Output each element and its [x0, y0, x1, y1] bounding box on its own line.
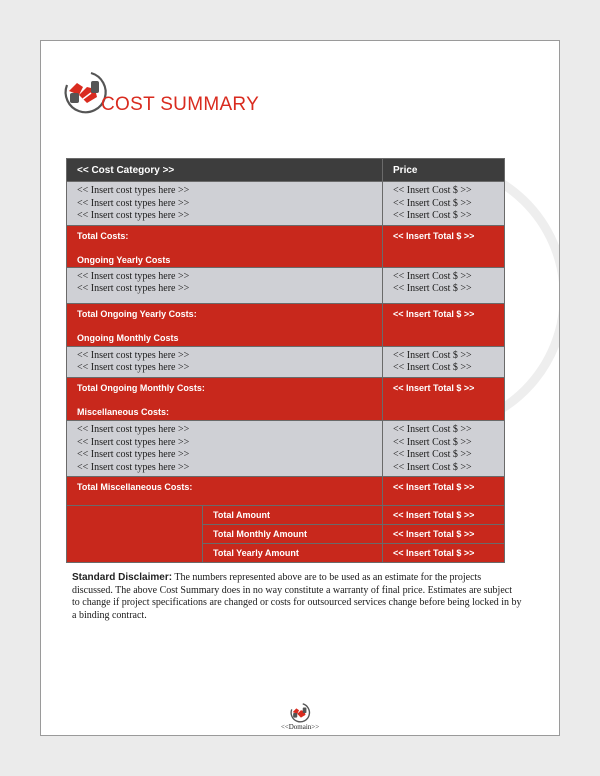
cost-value-line: << Insert Cost $ >> — [393, 449, 472, 461]
total-label-cell — [67, 225, 383, 267]
cost-value-line: << Insert Cost $ >> — [393, 461, 472, 473]
cost-type-line: << Insert cost types here >> — [77, 362, 190, 374]
cost-type-line: << Insert cost types here >> — [77, 197, 190, 209]
cost-values-cell — [383, 420, 505, 476]
total-value-cell — [383, 225, 505, 267]
total-label: Total Ongoing Monthly Costs: — [77, 382, 205, 393]
cost-type-line: << Insert cost types here >> — [77, 461, 190, 473]
total-value-cell — [383, 477, 505, 506]
summary-value: << Insert Total $ >> — [383, 506, 505, 525]
total-label: Total Ongoing Yearly Costs: — [77, 308, 197, 319]
cost-value-line: << Insert Cost $ >> — [393, 185, 472, 196]
total-value: << Insert Total $ >> — [393, 382, 475, 393]
cost-types-cell — [67, 182, 383, 226]
summary-blank-cell — [67, 506, 203, 563]
table-header-row — [67, 159, 505, 182]
total-value: << Insert Total $ >> — [393, 230, 475, 241]
total-value-cell — [383, 303, 505, 346]
category-header: << Cost Category >> — [67, 159, 383, 182]
section-heading: Miscellaneous Costs: — [77, 406, 170, 417]
cost-value-line: << Insert Cost $ >> — [393, 349, 472, 361]
cost-types-cell — [67, 267, 383, 303]
summary-label: Total Amount — [203, 506, 383, 525]
total-row — [67, 477, 505, 506]
summary-label: Total Yearly Amount — [203, 544, 383, 563]
cost-items-row — [67, 267, 505, 303]
total-label-cell — [67, 477, 383, 506]
cost-summary-table — [66, 158, 505, 563]
cost-type-line: << Insert cost types here >> — [77, 423, 190, 435]
cost-type-line: << Insert cost types here >> — [77, 449, 190, 461]
total-value: << Insert Total $ >> — [393, 482, 475, 493]
cost-type-line: << Insert cost types here >> — [77, 283, 190, 295]
summary-value: << Insert Total $ >> — [383, 544, 505, 563]
total-label: Total Costs: — [77, 230, 129, 241]
cost-items-row — [67, 346, 505, 377]
cost-type-line: << Insert cost types here >> — [77, 436, 190, 448]
disclaimer-text: The numbers represented above are to be used as an estimate for the projects discussed. The above Cost Summary does in no way constitute a warranty of final price. Estimates are subject to change if project specifications are changed or costs for outsourced services change before being locked in by a binding contract. — [72, 572, 522, 621]
summary-label: Total Monthly Amount — [203, 525, 383, 544]
section-heading: Ongoing Monthly Costs — [77, 332, 179, 343]
summary-row — [67, 506, 505, 525]
cost-value-line: << Insert Cost $ >> — [393, 210, 472, 222]
total-row — [67, 225, 505, 267]
total-label: Total Miscellaneous Costs: — [77, 482, 193, 493]
cost-value-line: << Insert Cost $ >> — [393, 362, 472, 374]
cost-value-line: << Insert Cost $ >> — [393, 197, 472, 209]
total-label-cell — [67, 303, 383, 346]
cost-types-cell — [67, 346, 383, 377]
cost-value-line: << Insert Cost $ >> — [393, 283, 472, 295]
cost-values-cell — [383, 267, 505, 303]
cost-type-line: << Insert cost types here >> — [77, 270, 190, 282]
document-page — [40, 40, 560, 736]
disclaimer — [72, 572, 522, 622]
disclaimer-heading: Standard Disclaimer: — [72, 572, 173, 583]
cost-type-line: << Insert cost types here >> — [77, 349, 190, 361]
footer-domain: <<Domain>> — [280, 723, 320, 731]
cost-values-cell — [383, 346, 505, 377]
cost-type-line: << Insert cost types here >> — [77, 185, 190, 196]
total-value: << Insert Total $ >> — [393, 308, 475, 319]
cost-value-line: << Insert Cost $ >> — [393, 423, 472, 435]
footer-handshake-icon — [289, 702, 311, 724]
total-row — [67, 303, 505, 346]
cost-types-cell — [67, 420, 383, 476]
total-value-cell — [383, 377, 505, 420]
section-heading: Ongoing Yearly Costs — [77, 254, 171, 265]
price-header: Price — [383, 159, 505, 182]
cost-type-line: << Insert cost types here >> — [77, 210, 190, 222]
page-title: COST SUMMARY — [101, 94, 260, 115]
cost-items-row — [67, 420, 505, 476]
total-label-cell — [67, 377, 383, 420]
summary-value: << Insert Total $ >> — [383, 525, 505, 544]
total-row — [67, 377, 505, 420]
cost-values-cell — [383, 182, 505, 226]
cost-items-row — [67, 182, 505, 226]
cost-value-line: << Insert Cost $ >> — [393, 270, 472, 282]
cost-value-line: << Insert Cost $ >> — [393, 436, 472, 448]
